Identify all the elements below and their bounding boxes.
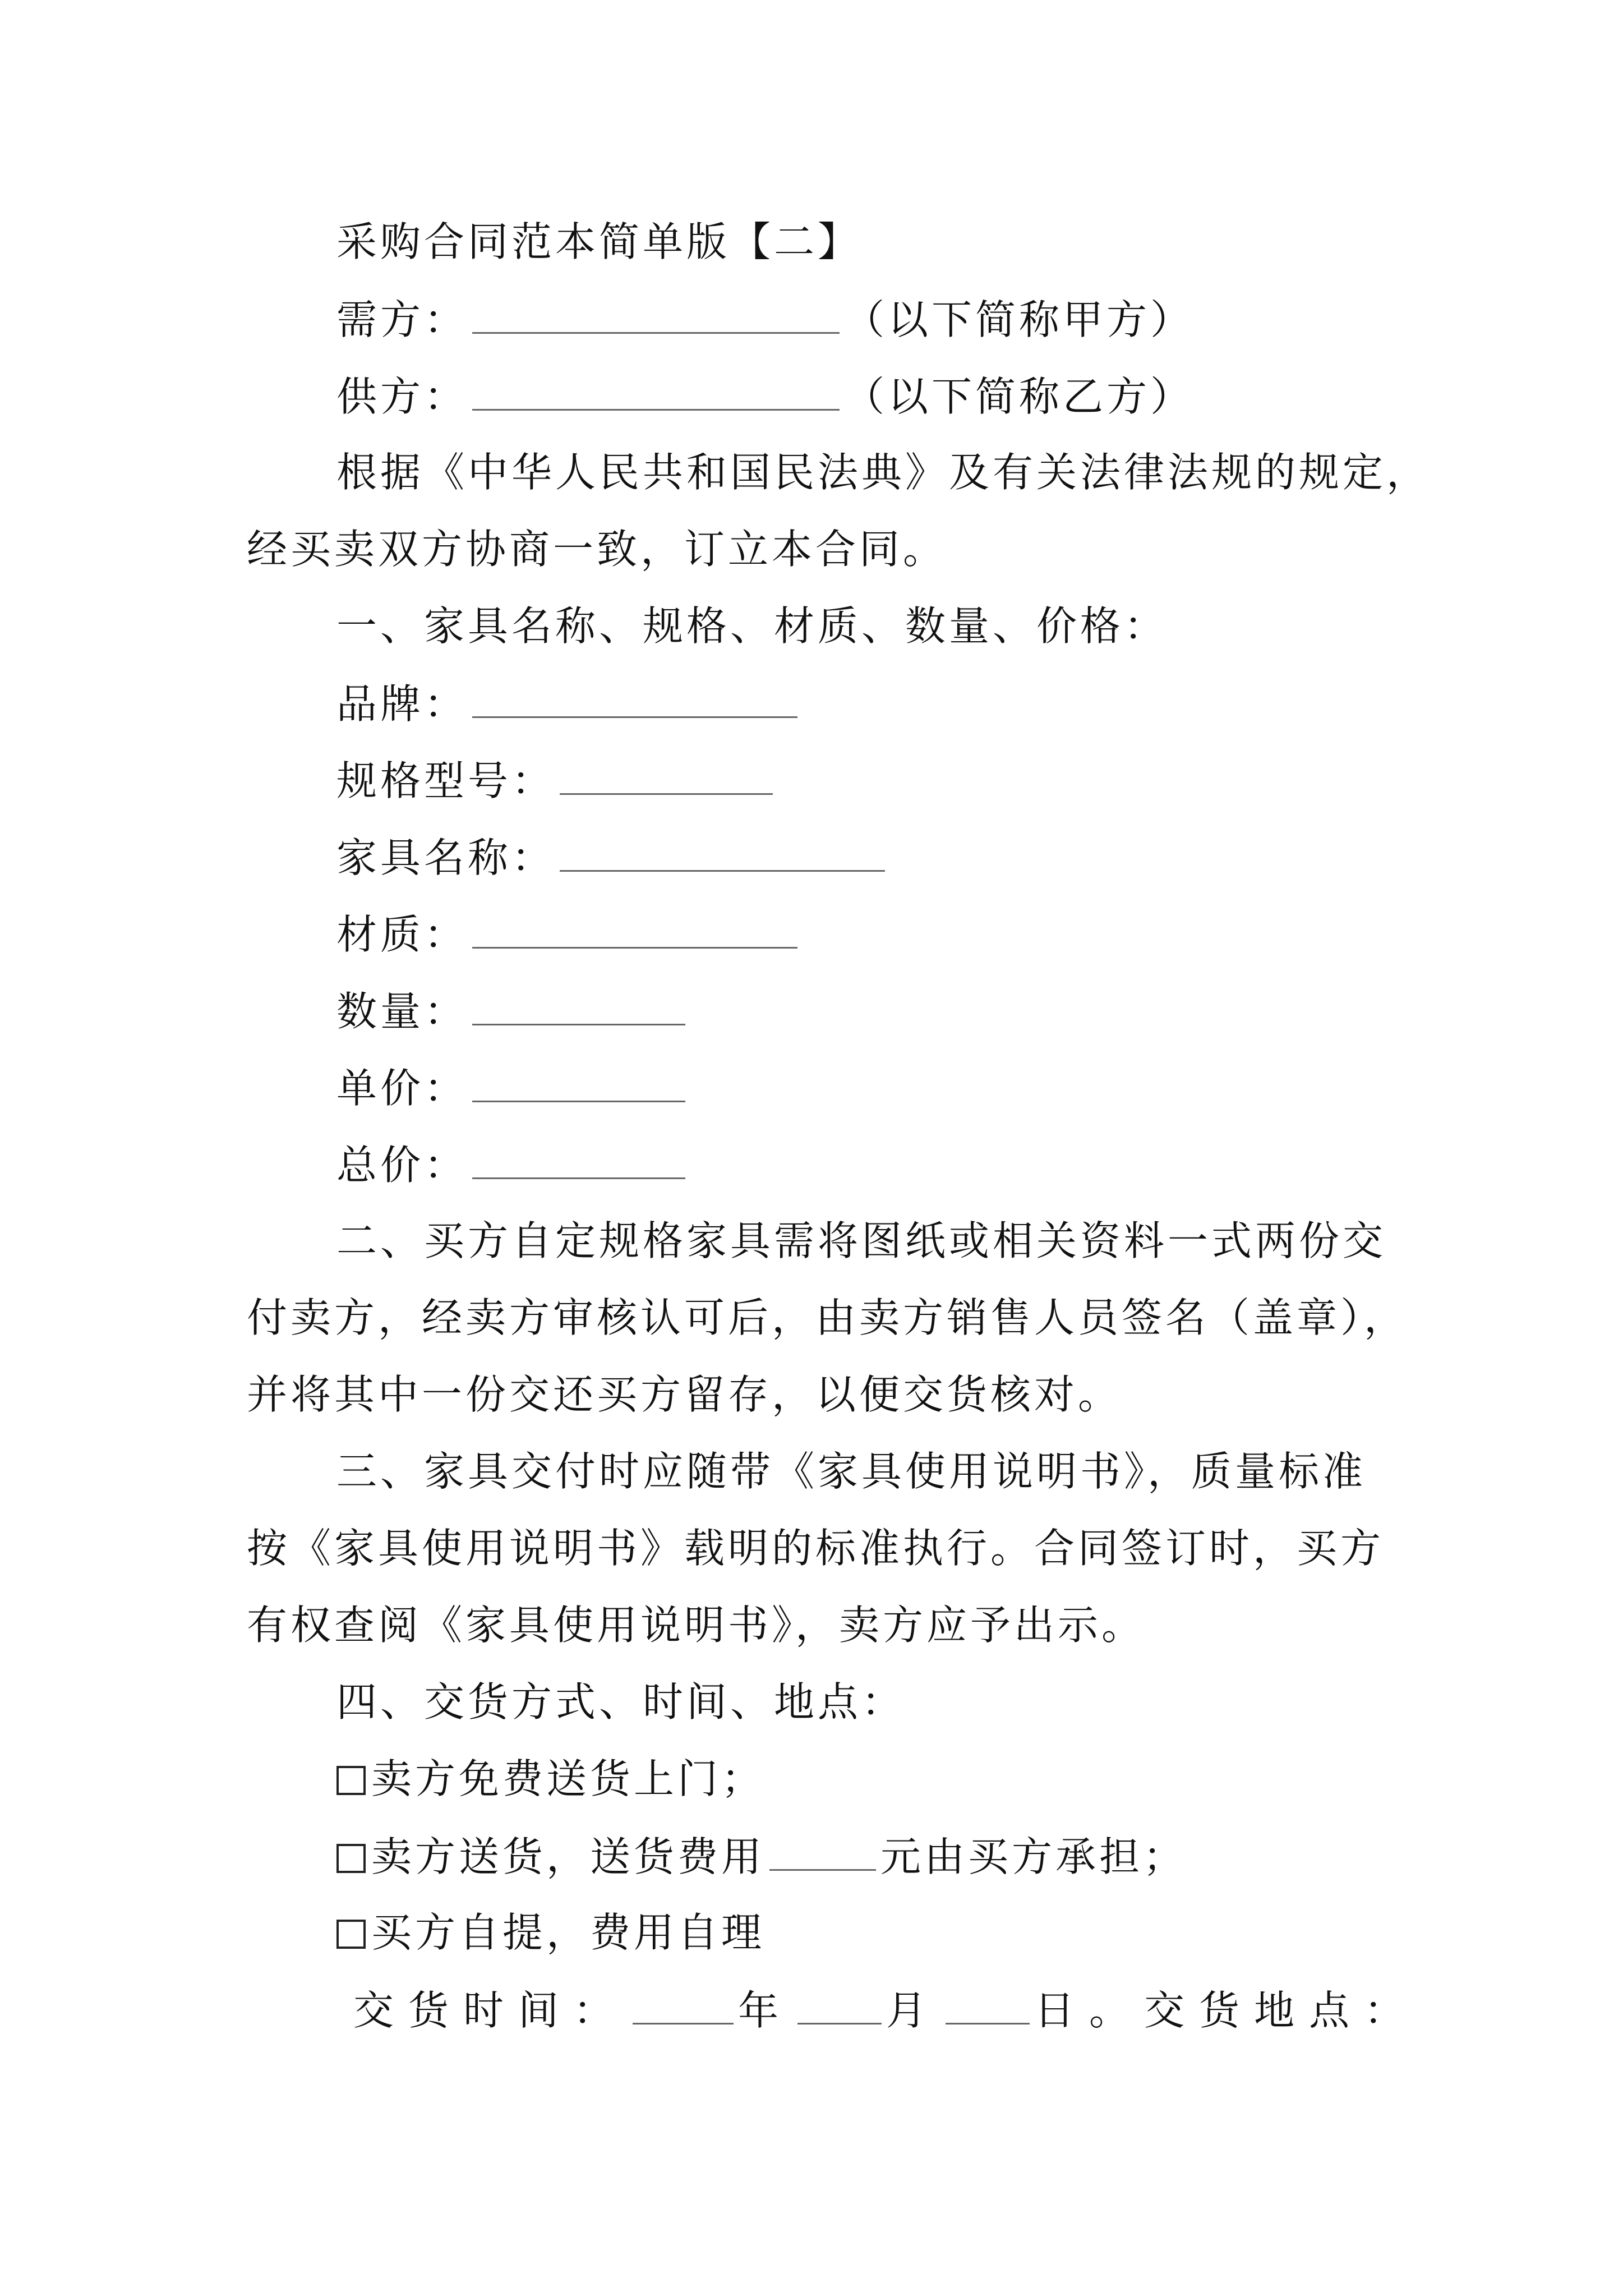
delivery-place-label: 交货地点：	[1144, 1987, 1419, 2034]
furniture-name-blank[interactable]	[560, 836, 885, 872]
delivery-option-3-label: 买方自提，费用自理	[371, 1909, 766, 1956]
brand-blank[interactable]	[472, 683, 797, 718]
delivery-option-1	[336, 1755, 766, 1802]
seller-line	[336, 373, 1195, 420]
furniture-name-label: 家具名称：	[336, 834, 556, 881]
unit-price-label: 单价：	[336, 1065, 468, 1112]
section2-line-2: 付卖方，经卖方审核认可后，由卖方销售人员签名（盖章），	[247, 1294, 1408, 1341]
total-price-field	[336, 1142, 690, 1189]
year-label: 年	[738, 1987, 794, 2034]
document-title: 采购合同范本简单版【二】	[336, 218, 862, 265]
section2-line-1: 二、买方自定规格家具需将图纸或相关资料一式两份交	[336, 1217, 1387, 1264]
section2-line-3: 并将其中一份交还买方留存，以便交货核对。	[247, 1371, 1122, 1418]
delivery-option-2-label: 卖方送货，送货费用	[371, 1833, 766, 1880]
checkbox-free-delivery[interactable]	[336, 1766, 366, 1795]
section1-heading: 一、家具名称、规格、材质、数量、价格：	[336, 602, 1168, 650]
delivery-year-blank[interactable]	[633, 1989, 734, 2024]
model-field	[336, 757, 777, 804]
brand-label: 品牌：	[336, 680, 468, 728]
material-label: 材质：	[336, 911, 468, 958]
checkbox-paid-delivery[interactable]	[336, 1844, 366, 1873]
seller-note: （以下简称乙方）	[844, 373, 1195, 420]
delivery-day-blank[interactable]	[946, 1989, 1030, 2024]
month-label: 月	[886, 1987, 942, 2034]
brand-field	[336, 680, 802, 728]
total-price-blank[interactable]	[472, 1144, 685, 1179]
model-label: 规格型号：	[336, 757, 556, 804]
total-price-label: 总价：	[336, 1142, 468, 1189]
quantity-blank[interactable]	[472, 990, 685, 1025]
quantity-field	[336, 988, 690, 1035]
checkbox-self-pickup[interactable]	[336, 1920, 366, 1949]
seller-label: 供方：	[336, 373, 468, 420]
seller-name-blank[interactable]	[472, 375, 840, 411]
buyer-label: 需方：	[336, 296, 468, 343]
day-label: 日。	[1034, 1987, 1145, 2034]
delivery-option-2-suffix: 元由买方承担；	[880, 1833, 1187, 1880]
quantity-label: 数量：	[336, 988, 468, 1035]
unit-price-field	[336, 1065, 690, 1112]
delivery-option-1-label: 卖方免费送货上门；	[371, 1755, 766, 1802]
section3-line-3: 有权查阅《家具使用说明书》，卖方应予出示。	[247, 1602, 1146, 1649]
delivery-option-3	[336, 1909, 766, 1956]
buyer-line	[336, 296, 1195, 343]
unit-price-blank[interactable]	[472, 1067, 685, 1102]
buyer-name-blank[interactable]	[472, 298, 840, 334]
intro-line-1: 根据《中华人民共和国民法典》及有关法律法规的规定，	[336, 449, 1431, 496]
delivery-option-2	[336, 1833, 1187, 1880]
intro-line-2: 经买卖双方协商一致，订立本合同。	[247, 526, 947, 573]
furniture-name-field	[336, 834, 889, 881]
delivery-month-blank[interactable]	[797, 1989, 882, 2024]
material-blank[interactable]	[472, 913, 797, 949]
material-field	[336, 911, 802, 958]
model-blank[interactable]	[560, 760, 773, 795]
section3-line-2: 按《家具使用说明书》载明的标准执行。合同签订时，买方	[247, 1525, 1385, 1572]
section4-heading: 四、交货方式、时间、地点：	[336, 1678, 906, 1726]
delivery-time-place-line	[353, 1987, 1419, 2034]
section3-line-1: 三、家具交付时应随带《家具使用说明书》，质量标准	[336, 1448, 1367, 1495]
delivery-fee-blank[interactable]	[769, 1835, 876, 1871]
delivery-time-label: 交货时间：	[353, 1987, 629, 2034]
buyer-note: （以下简称甲方）	[844, 296, 1195, 343]
